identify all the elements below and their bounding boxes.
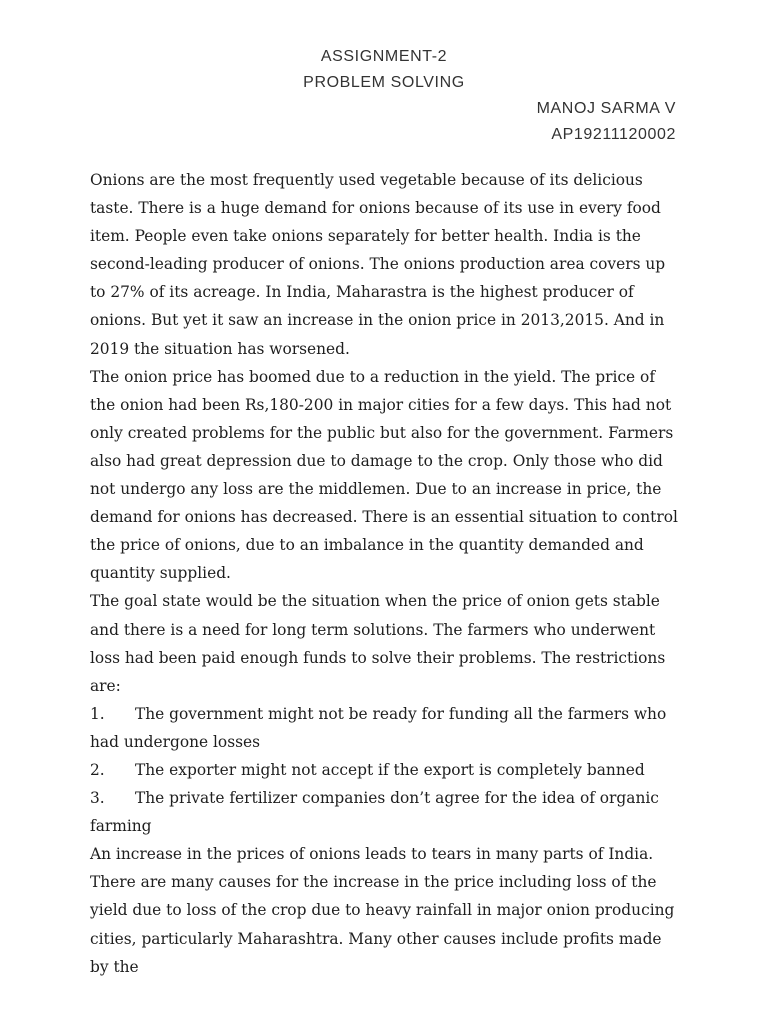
paragraph-intro: Onions are the most frequently used vegetable because of its delicious taste. There is a huge demand for onions because of its use in every food item. People even take onions separately for better health. India is the second-leading producer of onions. The onions production area covers up to 27% of its acreage. In India, Maharastra is the highest producer of onions. But yet it saw an increase in the onion price in 2013,2015. And in 2019 the situation has worsened.: [90, 171, 666, 358]
list-text: The exporter might not accept if the export is completely banned: [135, 760, 645, 779]
list-item: [90, 784, 680, 840]
list-number: 1.: [90, 704, 105, 723]
list-number: 2.: [90, 760, 105, 779]
assignment-title: ASSIGNMENT-2: [320, 48, 448, 65]
author-name: MANOJ SARMA V: [536, 100, 676, 117]
list-number: 3.: [90, 789, 105, 808]
author-id: AP19211120002: [551, 126, 676, 143]
paragraph-causes: An increase in the prices of onions leads to tears in many parts of India. There are many causes for the increase in the price including loss of the yield due to loss of the crop due to heavy rainfall in major onion producing cities, particularly Maharashtra. Many other causes include profits made by the: [90, 845, 675, 976]
list-item: [90, 700, 680, 756]
list-text: The private fertilizer companies don’t agree for the idea of organic farming: [90, 789, 659, 836]
list-text: The government might not be ready for funding all the farmers who had undergone losses: [90, 704, 667, 751]
paragraph-price-boom: The onion price has boomed due to a reduction in the yield. The price of the onion had been Rs,180-200 in major cities for a few days. This had not only created problems for the public but also for the government. Farmers also had great depression due to damage to the crop. Only those who did not undergo any loss are the middlemen. Due to an increase in price, the demand for onions has decreased. There is an essential situation to control the price of onions, due to an imbalance in the quantity demanded and quantity supplied.: [90, 367, 678, 583]
document-header: [0, 44, 768, 148]
paragraph-goal-state: The goal state would be the situation when the price of onion gets stable and there is a need for long term solutions. The farmers who underwent loss had been paid enough funds to solve their problems. The restrictions are:: [90, 592, 666, 695]
list-item: [90, 756, 680, 784]
assignment-subtitle: PROBLEM SOLVING: [303, 74, 465, 91]
document-body: [90, 166, 680, 981]
